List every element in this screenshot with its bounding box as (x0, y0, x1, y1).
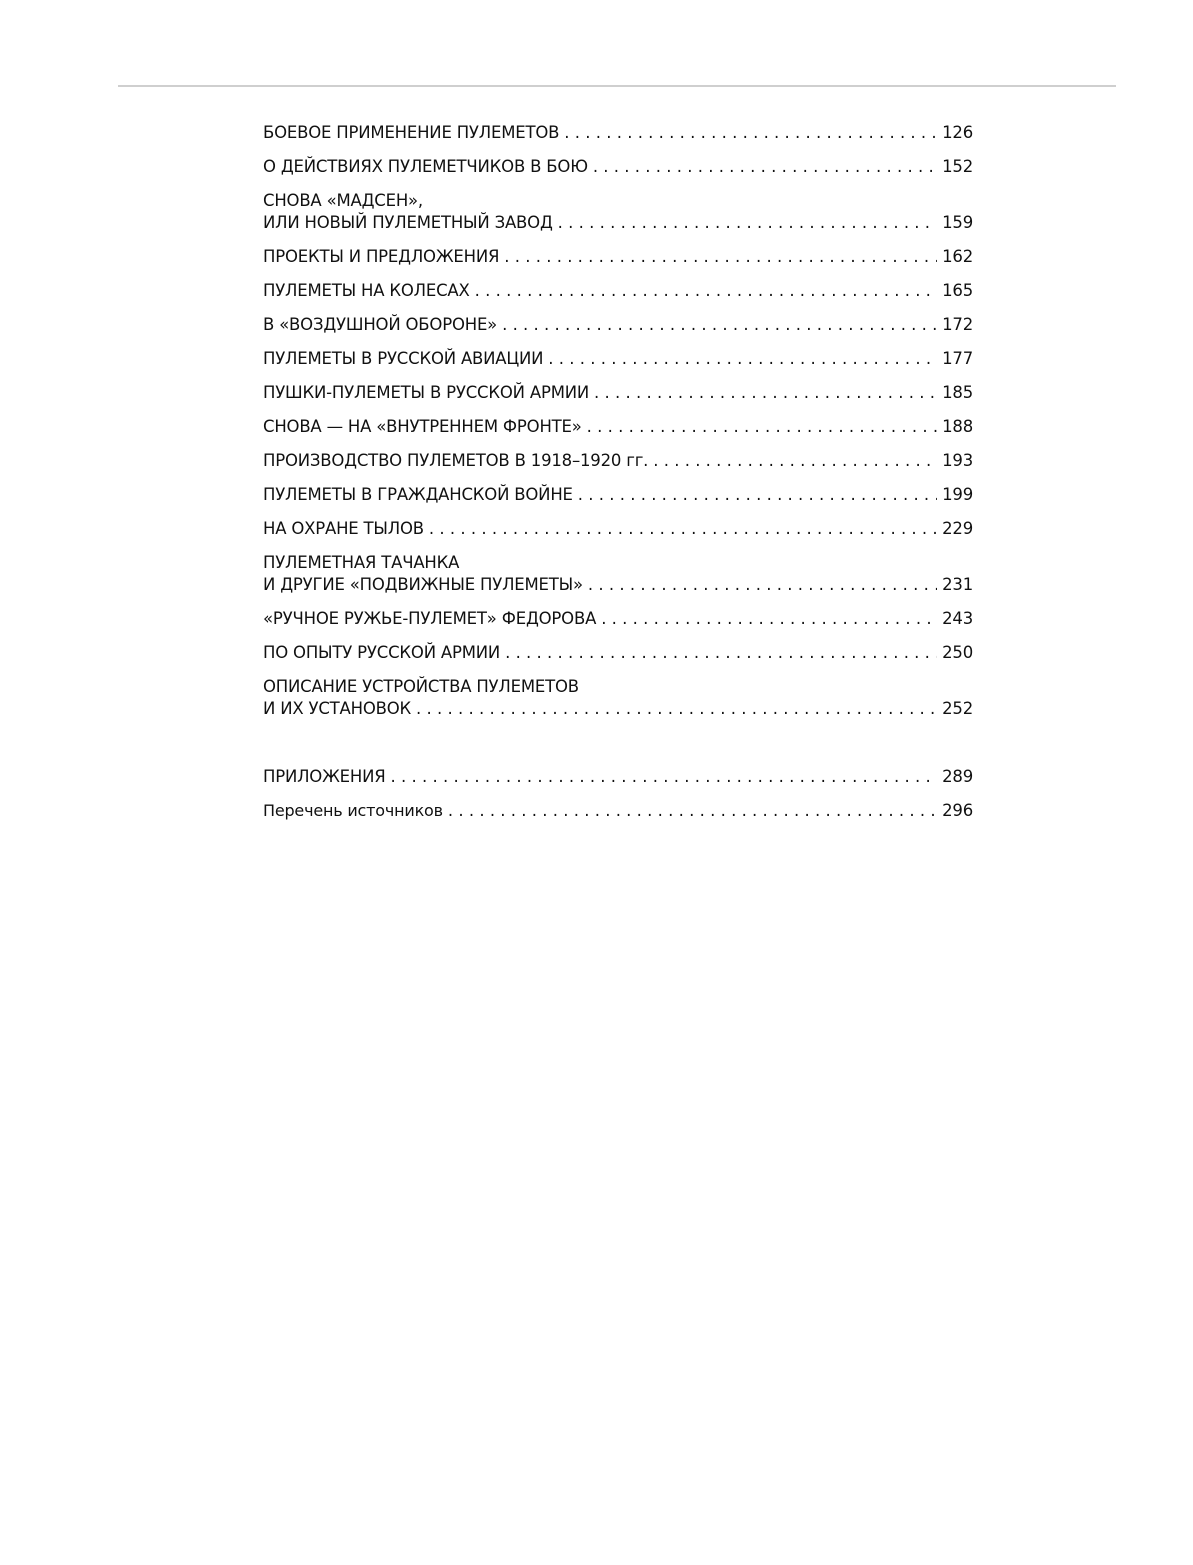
toc-entry-title: СНОВА — НА «ВНУТРЕННЕМ ФРОНТЕ» (263, 417, 582, 436)
toc-entry-title: ПО ОПЫТУ РУССКОЙ АРМИИ (263, 643, 501, 662)
toc-page-number: 243 (942, 609, 973, 628)
toc-page-number: 177 (942, 349, 973, 368)
toc-entry[interactable] (263, 642, 973, 664)
toc-entry[interactable] (263, 122, 973, 144)
toc-entry-title: ПРОИЗВОДСТВО ПУЛЕМЕТОВ В 1918–1920 гг. (263, 451, 649, 470)
toc-entry-title-line-1: СНОВА «МАДСЕН», (263, 191, 423, 210)
toc-entry-title: О ДЕЙСТВИЯХ ПУЛЕМЕТЧИКОВ В БОЮ (263, 157, 588, 176)
toc-leader (416, 698, 937, 720)
toc-entry[interactable] (263, 348, 973, 370)
toc-leader (429, 518, 937, 540)
toc-entry[interactable] (263, 450, 973, 472)
toc-entry-title: ИЛИ НОВЫЙ ПУЛЕМЕТНЫЙ ЗАВОД (263, 213, 553, 232)
table-of-contents (263, 122, 973, 834)
toc-entry-title: ПУЛЕМЕТЫ В ГРАЖДАНСКОЙ ВОЙНЕ (263, 485, 573, 504)
toc-leader (564, 122, 937, 144)
toc-leader (594, 382, 937, 404)
toc-entry[interactable] (263, 416, 973, 438)
toc-entry-title: ПУЛЕМЕТЫ НА КОЛЕСАХ (263, 281, 470, 300)
toc-entry[interactable] (263, 246, 973, 268)
toc-entry-title: В «ВОЗДУШНОЙ ОБОРОНЕ» (263, 315, 498, 334)
toc-entry-appendix[interactable] (263, 766, 973, 788)
toc-page-number: 199 (942, 485, 973, 504)
toc-entry-title: Перечень источников (263, 801, 443, 820)
toc-leader (505, 642, 937, 664)
toc-page-number: 250 (942, 643, 973, 662)
toc-page-number: 172 (942, 315, 973, 334)
toc-page-number: 188 (942, 417, 973, 436)
toc-leader (448, 800, 937, 822)
toc-entry[interactable] (263, 382, 973, 404)
toc-leader (587, 416, 937, 438)
toc-leader (502, 314, 937, 336)
toc-entry-title: «РУЧНОЕ РУЖЬЕ-ПУЛЕМЕТ» ФЕДОРОВА (263, 609, 597, 628)
toc-page-number: 231 (942, 575, 973, 594)
toc-entry[interactable] (263, 676, 973, 720)
toc-page-number: 229 (942, 519, 973, 538)
toc-entry-title: ПУШКИ-ПУЛЕМЕТЫ В РУССКОЙ АРМИИ (263, 383, 590, 402)
toc-leader (593, 156, 937, 178)
toc-entry[interactable] (263, 156, 973, 178)
toc-entry[interactable] (263, 280, 973, 302)
toc-entry-title: ПРИЛОЖЕНИЯ (263, 767, 386, 786)
toc-leader (391, 766, 938, 788)
toc-section-gap (263, 732, 973, 766)
toc-entry-title: ПРОЕКТЫ И ПРЕДЛОЖЕНИЯ (263, 247, 500, 266)
toc-page-number: 252 (942, 699, 973, 718)
toc-leader (588, 574, 937, 596)
toc-leader (475, 280, 937, 302)
toc-page-number: 289 (942, 767, 973, 786)
toc-leader (504, 246, 937, 268)
toc-entry-title-line-1: ОПИСАНИЕ УСТРОЙСТВА ПУЛЕМЕТОВ (263, 677, 579, 696)
toc-page-number: 159 (942, 213, 973, 232)
toc-entry-title: И ИХ УСТАНОВОК (263, 699, 412, 718)
toc-leader (653, 450, 937, 472)
toc-page-number: 185 (942, 383, 973, 402)
toc-entry[interactable] (263, 608, 973, 630)
toc-entry-title: И ДРУГИЕ «ПОДВИЖНЫЕ ПУЛЕМЕТЫ» (263, 575, 583, 594)
toc-leader (578, 484, 937, 506)
toc-page-number: 152 (942, 157, 973, 176)
toc-entry-title: НА ОХРАНЕ ТЫЛОВ (263, 519, 424, 538)
toc-leader (548, 348, 937, 370)
toc-entry-title: ПУЛЕМЕТЫ В РУССКОЙ АВИАЦИИ (263, 349, 544, 368)
toc-entry[interactable] (263, 190, 973, 234)
toc-entry[interactable] (263, 484, 973, 506)
toc-entry[interactable] (263, 552, 973, 596)
toc-leader (558, 212, 937, 234)
toc-entry[interactable] (263, 314, 973, 336)
toc-page-number: 162 (942, 247, 973, 266)
toc-page-number: 165 (942, 281, 973, 300)
top-rule (118, 85, 1116, 87)
toc-entry[interactable] (263, 518, 973, 540)
toc-entry-sources[interactable] (263, 800, 973, 822)
toc-entry-title: БОЕВОЕ ПРИМЕНЕНИЕ ПУЛЕМЕТОВ (263, 123, 560, 142)
toc-page-number: 193 (942, 451, 973, 470)
toc-entry-title-line-1: ПУЛЕМЕТНАЯ ТАЧАНКА (263, 553, 460, 572)
toc-page-number: 126 (942, 123, 973, 142)
toc-leader (601, 608, 937, 630)
toc-page-number: 296 (942, 801, 973, 820)
